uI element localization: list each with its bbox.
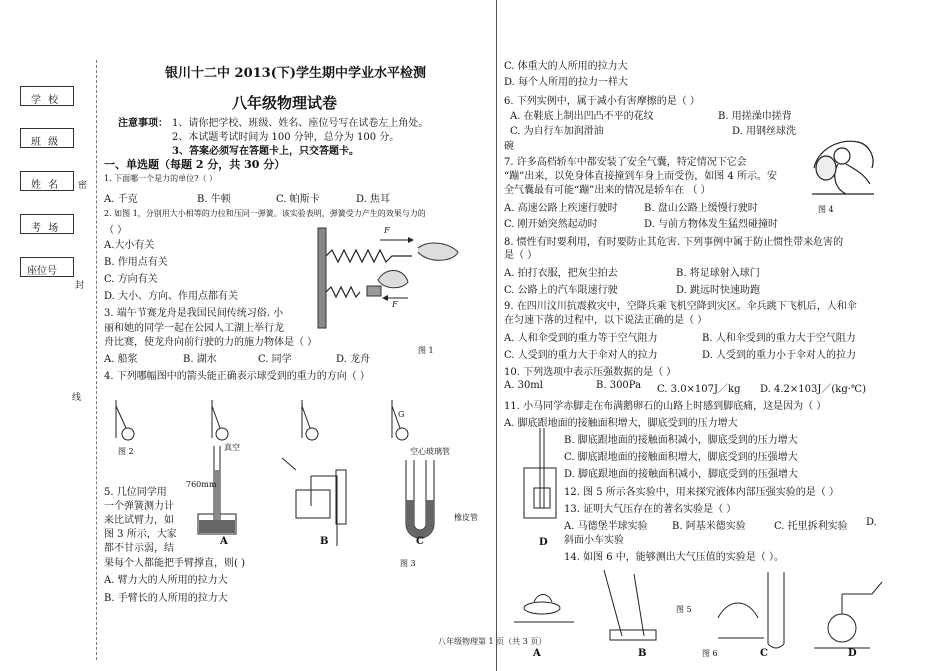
q9-option-a: A. 人和伞受到的重力等于空气阻力 [504, 333, 658, 344]
q1-option-b: B. 牛顿 [197, 194, 231, 205]
q5-line4: 图 3 所示，大家 [104, 529, 177, 540]
q7-option-d: D. 与前方物体发生猛烈碰撞时 [644, 219, 779, 230]
exam-title: 银川十二中 2013(下)学生期中学业水平检测 [165, 66, 427, 81]
q5-line1: 5. 几位同学用 [104, 487, 167, 498]
q5-option-c: C. 体重大的人所用的拉力大 [504, 61, 628, 72]
figure-5-caption: 图 5 [676, 605, 692, 614]
q7-option-c: C. 刚开始突然起动时 [504, 219, 598, 230]
q10-option-b: B. 300Pa [596, 380, 642, 391]
q1-option-a: A. 千克 [104, 194, 138, 205]
q4-stem: 4. 下列哪幅图中的箭头能正确表示球受到的重力的方向（ ） [104, 371, 370, 382]
figure-6-label-d: D [848, 648, 857, 659]
q7-line3: 全气囊最有可能“蹦”出来的情况是轿车在 （ ） [504, 185, 711, 196]
figure-4-airbag [808, 128, 878, 200]
q5-line3: 来比试臂力，如 [104, 515, 174, 526]
q6-stem: 6. 下列实例中，属于减小有害摩擦的是（ ） [504, 96, 700, 107]
notice-3: 3、答案必须写在答题卡上，只交答题卡。 [172, 146, 359, 157]
q6-option-c: C. 为自行车加润滑油 [510, 126, 604, 137]
q5-option-d: D. 每个人所用的拉力一样大 [504, 77, 629, 88]
q10-stem: 10. 下列选项中表示压强数据的是（ ） [504, 367, 677, 378]
figure-3-hose-label: 橡皮管 [454, 513, 478, 522]
figure-1-caption: 图 1 [418, 346, 434, 355]
figure-1-force-label-top: F [384, 226, 390, 235]
seal-mi: 密 [78, 181, 88, 191]
q5-line6: 果每个人都能把手臂撑直，则( ) [104, 558, 245, 569]
class-box [20, 128, 74, 148]
q13-option-b: B. 阿基米德实验 [672, 521, 746, 532]
q14-stem: 14. 如图 6 中，能够测出大气压值的实验是（ ）。 [564, 552, 784, 563]
figure-6-caption: 图 6 [702, 649, 718, 658]
q2-option-b: B. 作用点有关 [104, 257, 168, 268]
figure-6-apparatus [504, 568, 904, 656]
q8-line1: 8. 惯性有时要利用，有时要防止其危害. 下列事例中属于防止惯性带来危害的 [504, 237, 844, 248]
q2-option-c: C. 方向有关 [104, 274, 158, 285]
q2-option-d: D. 大小、方向、作用点都有关 [104, 291, 239, 302]
name-label: 姓 名 [31, 180, 61, 191]
seal-feng: 封 [75, 281, 85, 291]
q11-option-a: A. 脚底跟地面的接触面积增大，脚底受到的压力增大 [504, 418, 738, 429]
figure-3-label-c: C [416, 536, 424, 547]
room-label: 考 场 [31, 223, 61, 234]
q8-line2: 是（ ） [504, 250, 538, 261]
seal-line [96, 60, 97, 660]
q8-option-b: B. 将足球射入球门 [676, 268, 760, 279]
q9-option-b: B. 人和伞受到的重力大于空气阻力 [702, 333, 856, 344]
q9-line1: 9. 在四川汶川抗震救灾中，空降兵乘飞机空降到灾区。伞兵跳下飞机后，人和伞 [504, 301, 857, 312]
q7-option-b: B. 盘山公路上缓慢行驶时 [644, 203, 758, 214]
figure-6-label-b: B [638, 648, 647, 659]
q2-stem-line1: 2. 如图 1，分别用大小相等的力拉和压同一弹簧。该实验表明，弹簧受力产生的效果与力的 [104, 209, 426, 218]
q1-option-d: D. 焦耳 [356, 194, 391, 205]
q6-option-d-cont: 碗 [504, 141, 514, 152]
exam-subtitle: 八年级物理试卷 [232, 94, 338, 112]
seat-label: 座位号 [27, 266, 57, 277]
q13-option-c: C. 托里拆利实验 [774, 521, 848, 532]
q13-option-a: A. 马德堡半球实验 [564, 521, 648, 532]
figure-2-caption: 图 2 [118, 447, 134, 456]
q10-option-d: D. 4.2×103J／(kg·℃) [760, 384, 867, 395]
q10-option-a: A. 30ml [504, 380, 543, 391]
figure-3-label-a: A [220, 536, 228, 547]
q1-option-c: C. 帕斯卡 [276, 194, 320, 205]
figure-3-760mm-label: 760mm [186, 480, 217, 489]
q3-option-d: D. 龙舟 [336, 354, 371, 365]
q7-line1: 7. 许多高档轿车中都安装了安全气囊，特定情况下它会 [504, 157, 747, 168]
q1-stem: 1. 下面哪一个是力的单位?（ ） [104, 174, 218, 183]
q3-line3: 舟比赛，使龙舟向前行驶的力的施力物体是（ ） [104, 337, 318, 348]
seal-xian: 线 [72, 393, 82, 403]
q3-line2: 丽和她的同学一起在公园人工湖上举行龙 [104, 323, 284, 334]
q9-option-d: D. 人受到的重力小于伞对人的拉力 [702, 350, 857, 361]
q9-option-c: C. 人受到的重力大于伞对人的拉力 [504, 350, 658, 361]
q5-option-b: B. 手臂长的人所用的拉力大 [104, 593, 228, 604]
figure-3-label-b: B [320, 536, 329, 547]
q5-option-a: A. 臂力大的人所用的拉力大 [104, 575, 228, 586]
figure-3-vacuum-label: 真空 [224, 443, 240, 452]
q6-option-b: B. 用搓澡巾搓背 [718, 111, 792, 122]
notice-label: 注意事项： [118, 118, 168, 129]
q13-option-d: D. [866, 517, 877, 528]
q3-line1: 3. 端午节赛龙舟是我国民间传统习俗. 小 [104, 308, 284, 319]
figure-2-g-label: G [398, 410, 405, 419]
figure-4-caption: 图 4 [818, 205, 834, 214]
q7-option-a: A. 高速公路上疾速行驶时 [504, 203, 618, 214]
class-label: 班 级 [31, 137, 61, 148]
q6-option-a: A. 在鞋底上制出凹凸不平的花纹 [510, 111, 654, 122]
q3-option-c: C. 同学 [258, 354, 292, 365]
q11-option-b: B. 脚底跟地面的接触面积减小，脚底受到的压力增大 [564, 435, 798, 446]
q5-line2: 一个弹簧测力计 [104, 501, 174, 512]
q2-stem-line2: （ ） [104, 225, 128, 236]
column-divider [496, 0, 497, 671]
figure-5-apparatus-d [520, 428, 560, 524]
figure-5-label-d: D [539, 537, 548, 548]
q13-stem: 13. 证明大气压存在的著名实验是（ ） [564, 504, 737, 515]
figure-1-springs [318, 228, 468, 338]
q6-option-d: D. 用钢丝球洗 [732, 126, 797, 137]
school-box [20, 86, 74, 106]
q2-option-a: A.大小有关 [104, 240, 155, 251]
q11-stem: 11. 小马同学赤脚走在布满鹅卵石的山路上时感到脚底痛，这是因为（ ） [504, 401, 827, 412]
seat-box [20, 257, 74, 277]
notice-1: 1、请你把学校、班级、姓名、座位号写在试卷左上角处。 [172, 118, 429, 129]
q8-option-d: D. 跳远时快速助跑 [676, 285, 761, 296]
q10-option-c: C. 3.0×107J／kg [657, 384, 741, 395]
q12-stem: 12. 图 5 所示各实验中，用来探究液体内部压强实验的是（ ） [564, 487, 839, 498]
q3-option-a: A. 船浆 [104, 354, 138, 365]
q8-option-a: A. 拍打衣服，把灰尘拍去 [504, 268, 618, 279]
name-box [20, 171, 74, 191]
figure-3-tube-label: 空心玻璃管 [410, 447, 450, 456]
q11-option-d: D. 脚底跟地面的接触面积减小，脚底受到的压强增大 [564, 469, 799, 480]
q11-option-c: C. 脚底跟地面的接触面积增大，脚底受到的压强增大 [564, 452, 798, 463]
q13-option-d-cont: 斜面小车实验 [564, 535, 624, 546]
figure-6-label-c: C [760, 648, 768, 659]
figure-3-caption: 图 3 [400, 559, 416, 568]
figure-6-label-a: A [533, 648, 541, 659]
q5-line5: 都不甘示弱，结 [104, 543, 174, 554]
q3-option-b: B. 湖水 [183, 354, 217, 365]
figure-3-apparatus [186, 440, 478, 548]
section-heading: 一、单选题（每题 2 分，共 30 分） [104, 158, 286, 171]
page-footer: 八年级物理第 1 页（共 3 页） [438, 637, 547, 646]
q7-line2: “蹦”出来，以免身体直接撞到车身上而受伤，如图 4 所示。安 [504, 171, 777, 182]
q8-option-c: C. 公路上的汽车限速行驶 [504, 285, 618, 296]
room-box [20, 214, 74, 234]
school-label: 学 校 [31, 95, 61, 106]
q9-line2: 在匀速下落的过程中，以下说法正确的是（ ） [504, 315, 708, 326]
figure-1-force-label-bottom: F [392, 300, 398, 309]
notice-2: 2、本试题考试时间为 100 分钟，总分为 100 分。 [172, 132, 400, 143]
